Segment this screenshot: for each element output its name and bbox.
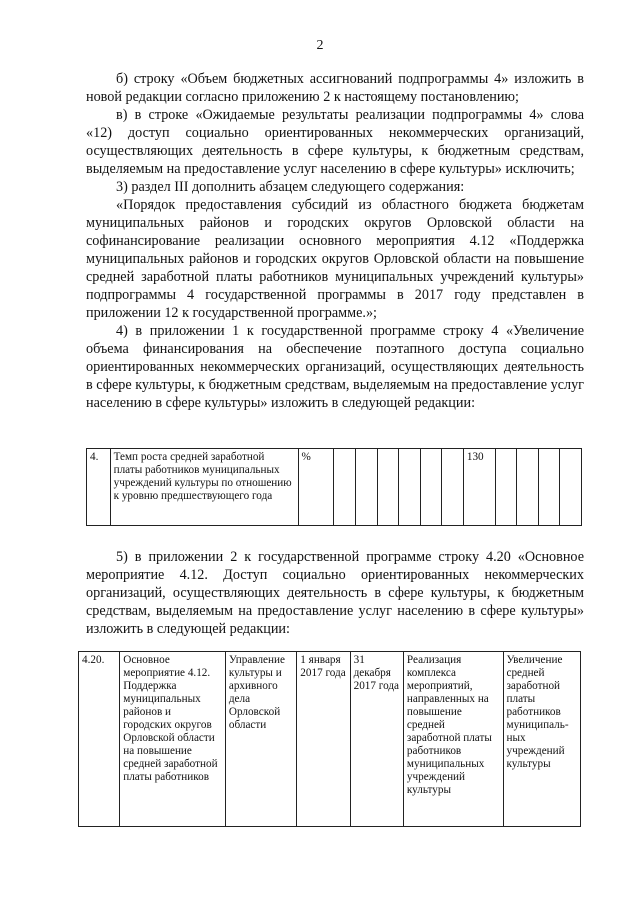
empty-cell (356, 449, 378, 526)
empty-cell (517, 449, 539, 526)
empty-cell (377, 449, 399, 526)
empty-cell (560, 449, 582, 526)
paragraph-b: б) строку «Объем бюджетных ассигнований подпрограммы 4» изложить в новой редакции согласно приложению 2 к настоящему постановлению; (86, 71, 584, 105)
paragraph-4: 4) в приложении 1 к государственной программе строку 4 «Увеличение объема финансирования на обеспечение поэтапного доступа социально ориентированных некоммерческих организаций, осуществляющих деятельность в сфере культуры, к бюджетным средствам, выделяемым на предоставление услуг населению в сфере культуры» изложить в следующей редакции: (86, 323, 584, 411)
paragraph-quote: «Порядок предоставления субсидий из областного бюджета бюджетам муниципальных районов и городских округов Орловской области на софинансирование реализации основного мероприятия 4.12 «Поддержка муниципальных районов и городских округов Орловской области на повышение средней заработной платы работников муниципальных учреждений культуры» подпрограммы 4 государственной программы в 2017 году представлен в приложении 12 к государственной программе.»; (86, 197, 584, 321)
indicator-value: 130 (463, 449, 495, 526)
row-number: 4.20. (79, 652, 120, 827)
measure-end: 31 декабря 2017 года (350, 652, 403, 827)
empty-cell (334, 449, 356, 526)
page-number: 2 (316, 38, 324, 53)
measure-result: Реализация комплекса мероприятий, направленных на повышение средней заработной платы работников муниципальных учреждений культуры (403, 652, 503, 827)
empty-cell (495, 449, 517, 526)
empty-cell (538, 449, 560, 526)
paragraph-5-block (86, 548, 584, 638)
indicator-name: Темп роста средней заработной платы работников муниципальных учреждений культуры по отношению к уровню предшествующего года (110, 449, 298, 526)
empty-cell (442, 449, 464, 526)
empty-cell (399, 449, 421, 526)
measure-executor: Управление культуры и архивного дела Орловской области (225, 652, 296, 827)
measure-table (78, 651, 581, 827)
paragraph-3: 3) раздел III дополнить абзацем следующего содержания: (116, 179, 465, 195)
body-text (86, 70, 584, 412)
measure-effect: Увеличение средней заработной платы работников муниципаль-ных учреждений культуры (503, 652, 581, 827)
paragraph-5: 5) в приложении 2 к государственной программе строку 4.20 «Основное мероприятие 4.12. Доступ социально ориентированных некоммерческих организаций, осуществляющих деятельность в сфере культуры, к бюджетным средствам, выделяемым на предоставление услуг населению в сфере культуры» изложить в следующей редакции: (86, 549, 584, 637)
measure-name: Основное мероприятие 4.12. Поддержка муниципальных районов и городских округов Орловской области на повышение средней заработной платы работников (120, 652, 226, 827)
row-number: 4. (87, 449, 111, 526)
indicator-unit: % (298, 449, 334, 526)
table-row (87, 449, 582, 526)
table-row (79, 652, 581, 827)
paragraph-v: в) в строке «Ожидаемые результаты реализации подпрограммы 4» слова «12) доступ социально ориентированных некоммерческих организаций, осуществляющих деятельность в сфере культуры, к бюджетным средствам, выделяемым на предоставление услуг населению в сфере культуры» исключить; (86, 107, 584, 177)
indicator-table (86, 448, 582, 526)
empty-cell (420, 449, 442, 526)
measure-start: 1 января 2017 года (297, 652, 350, 827)
